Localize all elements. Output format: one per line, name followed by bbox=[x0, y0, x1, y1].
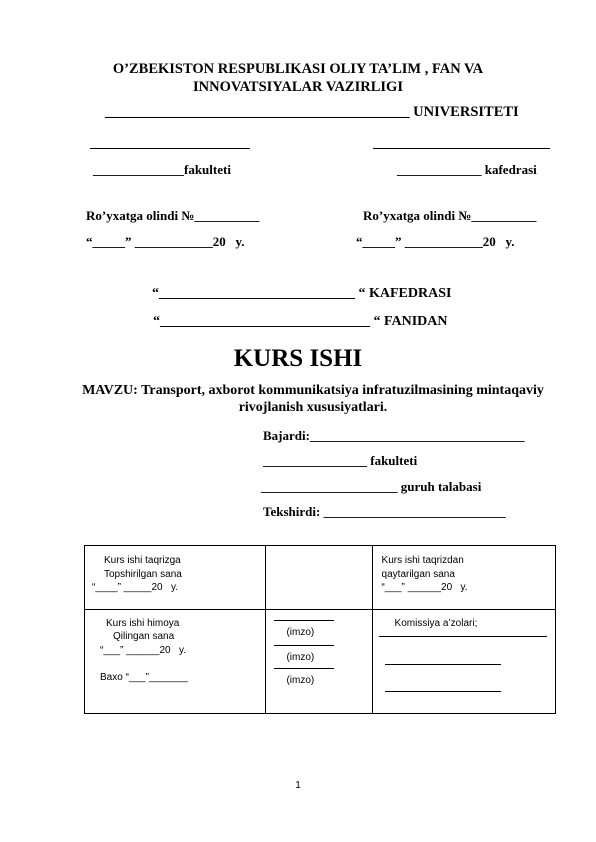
imzo-label-2: (imzo) bbox=[286, 652, 315, 663]
registration-left: Ro’yxatga olindi №__________ bbox=[86, 208, 260, 223]
topic-line-1: MAVZU: Transport, axborot kommunikatsiya infratuzilmasining mintaqaviy bbox=[82, 383, 544, 398]
review-return-date: “___” ______20 y. bbox=[381, 582, 468, 593]
review-submit-line-1: Kurs ishi taqrizga bbox=[104, 555, 181, 566]
performer-bajardi: Bajardi:_________________________________ bbox=[263, 428, 525, 443]
imzo-label-1: (imzo) bbox=[286, 627, 315, 638]
signature-line-1 bbox=[274, 620, 334, 621]
registration-right: Ro’yxatga olindi №__________ bbox=[363, 208, 537, 223]
performer-tekshirdi: Tekshirdi: ____________________________ bbox=[263, 504, 506, 519]
review-return-line-2: qaytarilgan sana bbox=[381, 569, 455, 580]
review-return-line-1: Kurs ishi taqrizdan bbox=[381, 555, 464, 566]
table-cell-defense bbox=[85, 610, 266, 714]
review-submit-line-2: Topshirilgan sana bbox=[104, 569, 182, 580]
defense-date: “___” ______20 y. bbox=[100, 645, 186, 656]
defense-grade: Baxo “___”_______ bbox=[100, 672, 188, 683]
document-title: KURS ISHI bbox=[233, 345, 363, 372]
signature-line-3 bbox=[274, 668, 334, 669]
university-line: __________________________________________ UNIVERSITETI bbox=[105, 104, 519, 120]
imzo-label-3: (imzo) bbox=[286, 675, 315, 686]
faculty-label: ______________fakulteti bbox=[93, 162, 231, 177]
ministry-heading bbox=[0, 60, 596, 96]
signature-line-2 bbox=[274, 645, 334, 646]
fan-line: “______________________________ “ FANIDAN bbox=[153, 314, 448, 329]
department-blank-line bbox=[373, 148, 550, 149]
table-cell-empty bbox=[266, 546, 372, 610]
commission-label: Komissiya a’zolari; bbox=[394, 618, 478, 629]
performer-group: _____________________ guruh talabasi bbox=[261, 479, 482, 494]
kafedra-line: “____________________________ “ KAFEDRASI bbox=[152, 286, 452, 301]
commission-line-2 bbox=[385, 664, 501, 665]
department-label: _____________ kafedrasi bbox=[397, 162, 537, 177]
defense-line-2: Qilingan sana bbox=[113, 631, 175, 642]
review-submit-date: “____” _____20 y. bbox=[92, 582, 178, 593]
table-cell-commission bbox=[372, 610, 555, 714]
faculty-blank-line bbox=[90, 148, 250, 149]
defense-line-1: Kurs ishi himoya bbox=[106, 618, 180, 629]
table-cell-review-return bbox=[372, 546, 555, 610]
performer-faculty: ________________ fakulteti bbox=[263, 453, 418, 468]
commission-line-3 bbox=[385, 691, 501, 692]
table-cell-review-submit bbox=[85, 546, 266, 610]
page-number: 1 bbox=[295, 780, 301, 791]
registration-date-left: “_____” ____________20 y. bbox=[86, 234, 245, 249]
topic-line-2: rivojlanish xususiyatlari. bbox=[238, 400, 388, 415]
table-cell-signatures bbox=[266, 610, 372, 714]
ministry-line-1: O’ZBEKISTON RESPUBLIKASI OLIY TA’LIM , FAN VA bbox=[112, 61, 484, 77]
registration-date-right: “_____” ____________20 y. bbox=[356, 234, 515, 249]
signature-table bbox=[84, 545, 556, 714]
commission-line-1 bbox=[379, 636, 547, 637]
topic bbox=[78, 382, 548, 416]
ministry-line-2: INNOVATSIYALAR VAZIRLIGI bbox=[193, 79, 403, 95]
